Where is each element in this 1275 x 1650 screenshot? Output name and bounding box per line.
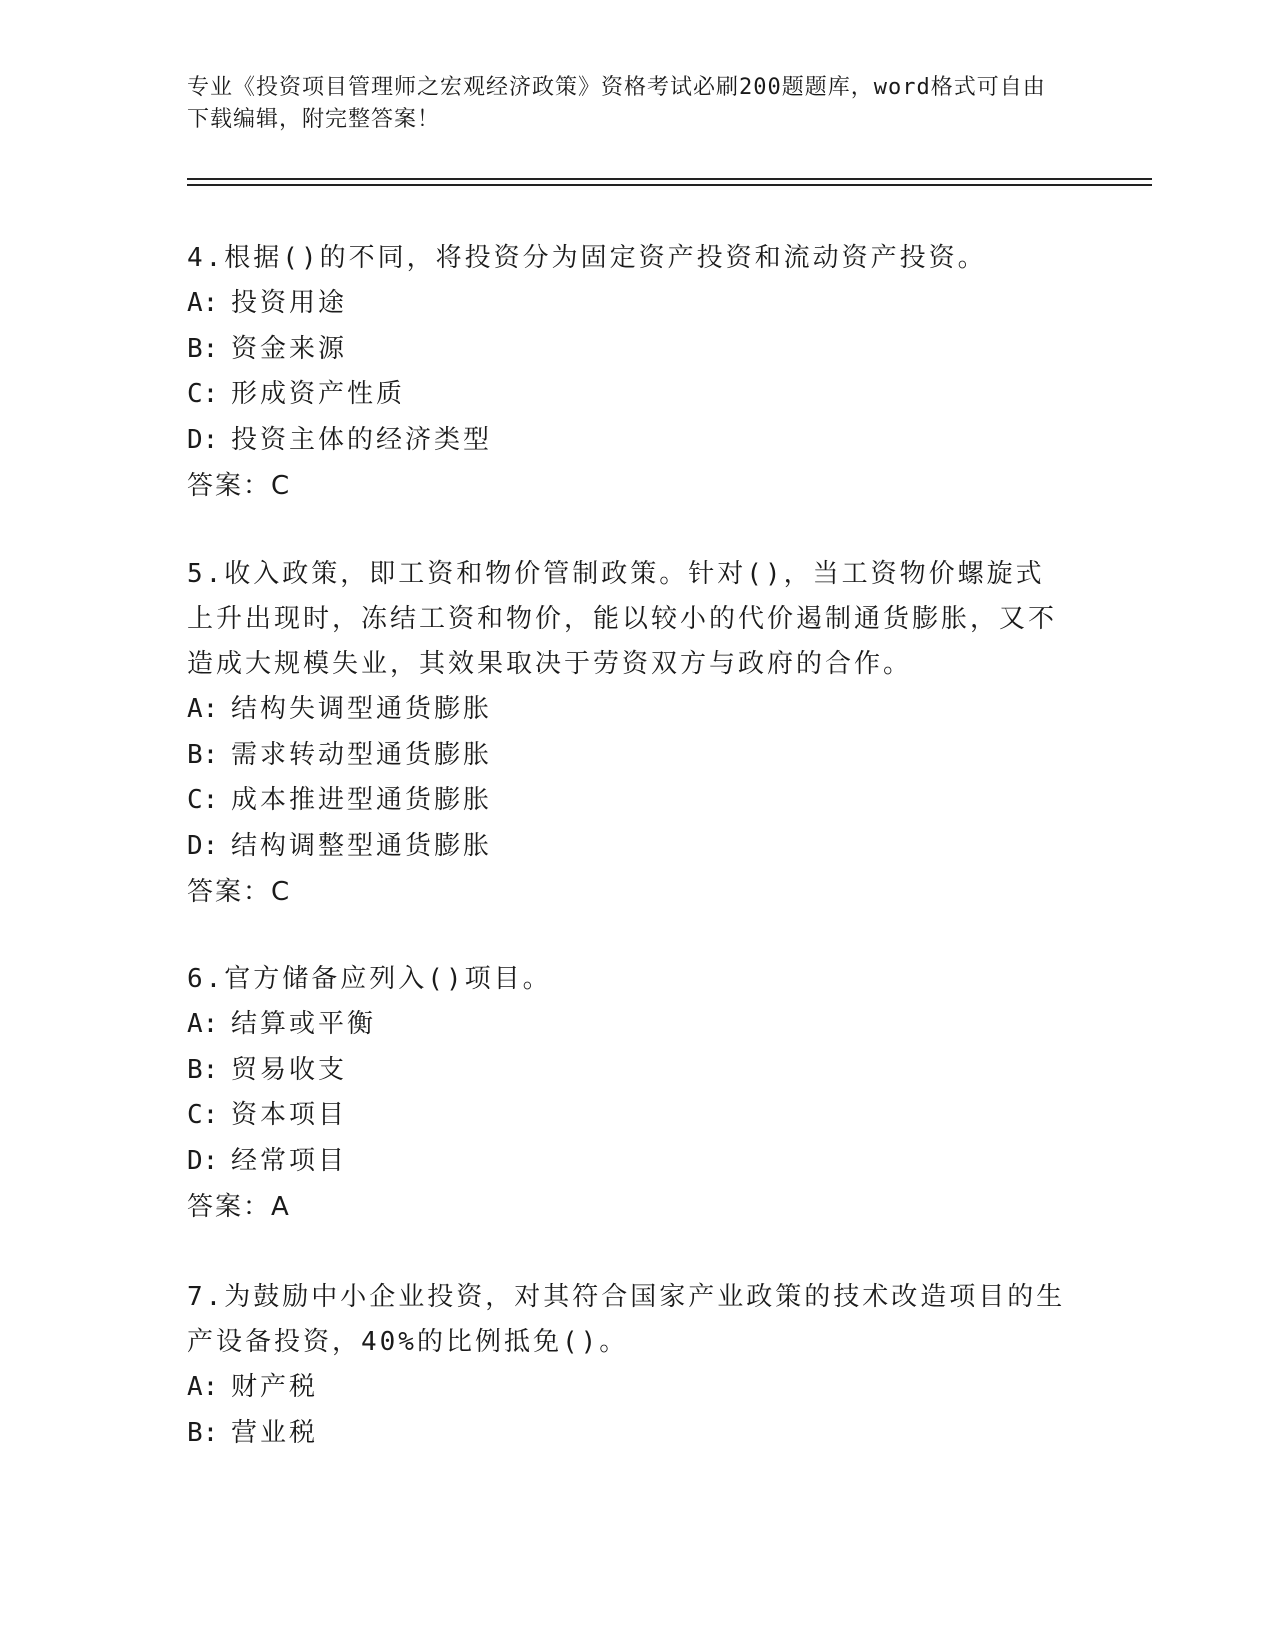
option-c <box>187 778 1067 824</box>
question-4 <box>187 236 1067 509</box>
header-divider-bottom <box>187 184 1152 186</box>
option-text: 结算或平衡 <box>231 1009 377 1039</box>
option-letter: B: <box>187 1417 219 1448</box>
option-letter: B: <box>187 333 219 364</box>
option-letter: C: <box>187 1100 219 1130</box>
option-b <box>187 1411 1067 1457</box>
document-header <box>187 72 1067 136</box>
option-text: 资金来源 <box>231 333 348 364</box>
option-letter: D: <box>187 830 219 861</box>
option-letter: A: <box>187 694 219 724</box>
question-stem: 4.根据()的不同，将投资分为固定资产投资和流动资产投资。 <box>187 243 987 273</box>
option-letter: B: <box>187 1054 219 1085</box>
option-a <box>187 1002 1067 1048</box>
option-a <box>187 687 1067 733</box>
option-c <box>187 1093 1067 1139</box>
option-a <box>187 281 1067 327</box>
option-b <box>187 733 1067 779</box>
option-text: 成本推进型通货膨胀 <box>231 785 493 815</box>
option-letter: A: <box>187 1009 219 1039</box>
option-d <box>187 1139 1067 1185</box>
option-c <box>187 372 1067 418</box>
option-letter: C: <box>187 785 219 815</box>
question-stem: 6.官方储备应列入()项目。 <box>187 964 552 994</box>
answer: 答案：C <box>187 877 292 907</box>
option-text: 资本项目 <box>231 1100 348 1130</box>
header-divider-top <box>187 178 1152 180</box>
option-text: 投资主体的经济类型 <box>231 424 493 455</box>
question-6 <box>187 957 1067 1230</box>
question-stem: 5.收入政策，即工资和物价管制政策。针对()，当工资物价螺旋式上升出现时，冻结工资和物价，能以较小的代价遏制通货膨胀，又不造成大规模失业，其效果取决于劳资双方与政府的合作。 <box>187 559 1058 679</box>
option-letter: D: <box>187 424 219 455</box>
option-text: 营业税 <box>231 1417 319 1448</box>
option-letter: A: <box>187 1372 219 1402</box>
option-text: 财产税 <box>231 1372 319 1402</box>
option-b <box>187 1048 1067 1094</box>
option-letter: B: <box>187 739 219 770</box>
option-letter: A: <box>187 288 219 318</box>
option-text: 贸易收支 <box>231 1054 348 1085</box>
option-d <box>187 824 1067 870</box>
option-text: 经常项目 <box>231 1145 348 1176</box>
answer: 答案：A <box>187 1192 291 1222</box>
option-letter: D: <box>187 1145 219 1176</box>
option-text: 投资用途 <box>231 288 348 318</box>
option-d <box>187 418 1067 464</box>
option-text: 结构失调型通货膨胀 <box>231 694 493 724</box>
option-text: 形成资产性质 <box>231 379 406 409</box>
option-b <box>187 327 1067 373</box>
option-a <box>187 1365 1067 1411</box>
option-text: 结构调整型通货膨胀 <box>231 830 493 861</box>
answer: 答案：C <box>187 471 292 501</box>
question-stem: 7.为鼓励中小企业投资，对其符合国家产业政策的技术改造项目的生产设备投资，40%的比例抵免()。 <box>187 1282 1066 1357</box>
document-title: 专业《投资项目管理师之宏观经济政策》资格考试必刷200题题库，word格式可自由下载编辑，附完整答案！ <box>187 75 1046 132</box>
option-text: 需求转动型通货膨胀 <box>231 739 493 770</box>
question-5 <box>187 552 1067 915</box>
option-letter: C: <box>187 379 219 409</box>
question-7 <box>187 1275 1067 1456</box>
